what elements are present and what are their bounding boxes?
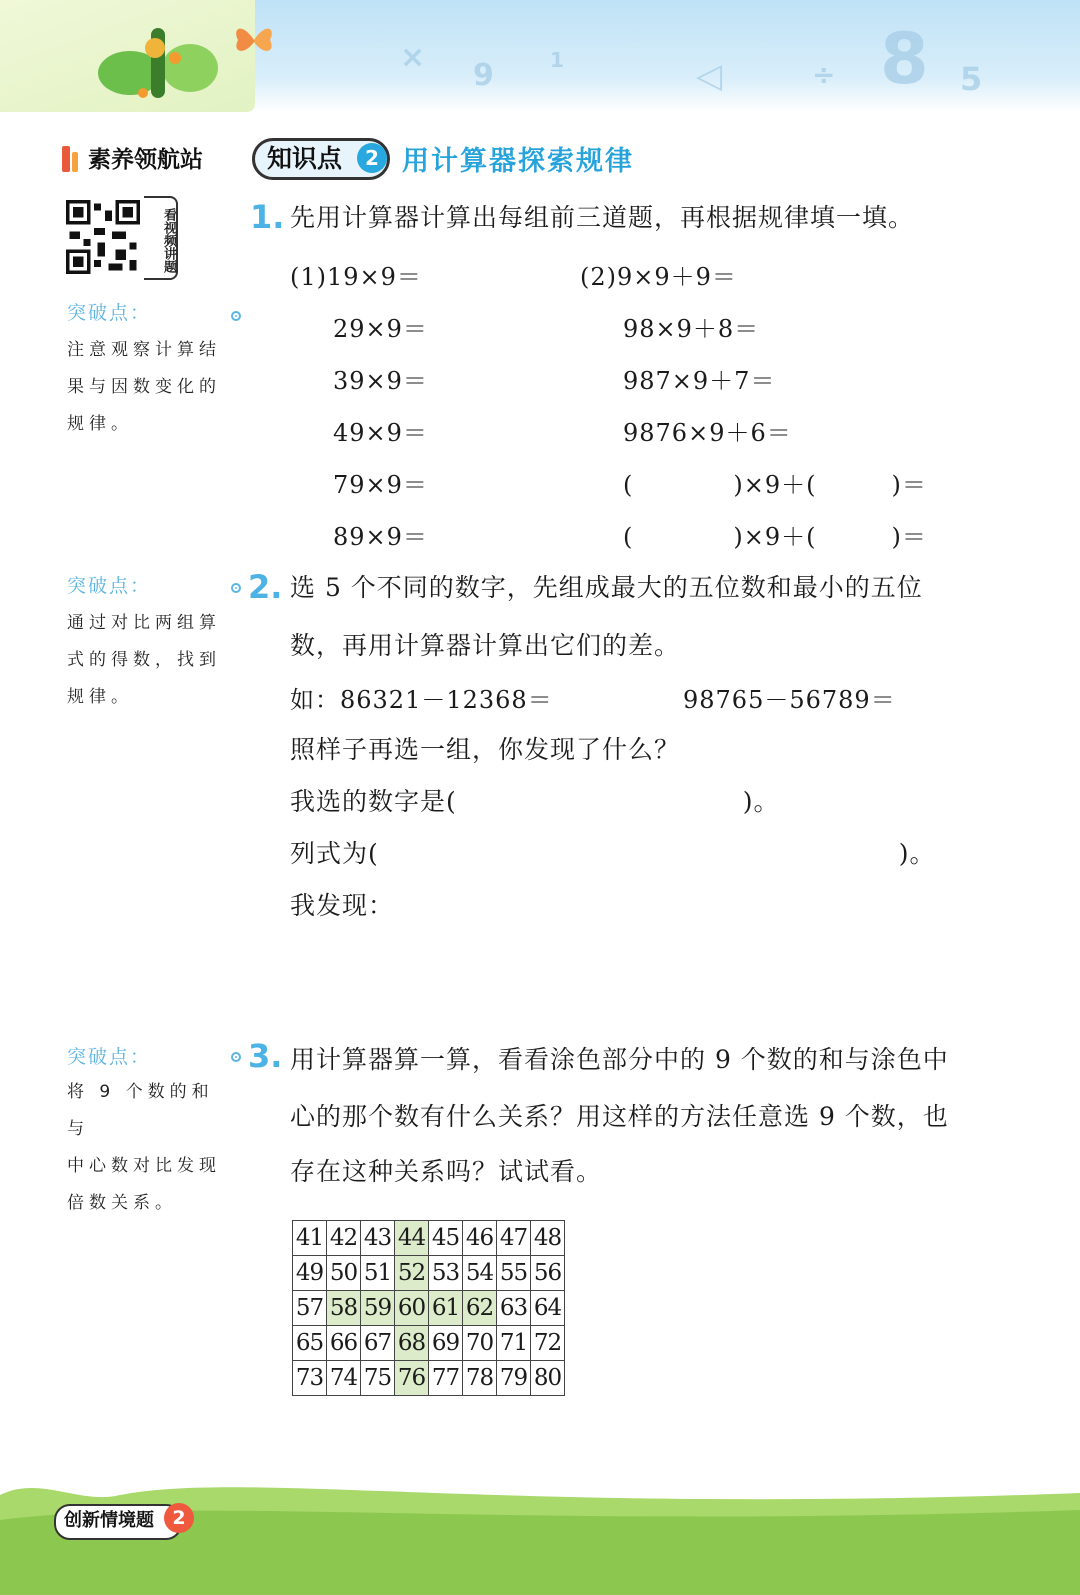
q2-instruction: 照样子再选一组，你发现了什么？	[290, 735, 681, 764]
grid-cell: 71	[497, 1326, 531, 1361]
grid-cell: 50	[327, 1256, 361, 1291]
tip-2-line: 规律。	[67, 687, 133, 707]
tip-1-line: 规律。	[67, 414, 133, 434]
grid-row	[293, 1326, 565, 1361]
question-1-number: 1.	[250, 198, 285, 236]
q1-col1-item: 89×9＝	[333, 523, 428, 551]
tip-1-body	[67, 332, 227, 443]
question-3-prompt-line1: 用计算器算一算，看看涂色部分中的 9 个数的和与涂色中	[290, 1045, 949, 1074]
decor-multiply-icon: ×	[400, 40, 426, 75]
butterfly-icon	[232, 20, 276, 60]
tip-3-line: 将 9 个数的和与	[67, 1082, 214, 1139]
grid-cell-highlighted: 59	[361, 1291, 395, 1326]
q1-col1-item: (1)19×9＝	[290, 263, 422, 291]
question-2-prompt-line2: 数，再用计算器计算出它们的差。	[290, 631, 681, 660]
sidebar-section-tag	[60, 142, 232, 178]
question-2-prompt-line1: 选 5 个不同的数字，先组成最大的五位数和最小的五位	[290, 573, 923, 602]
q2-finding-label[interactable]: 我发现：	[290, 891, 395, 920]
grid-cell: 55	[497, 1256, 531, 1291]
grid-cell: 77	[429, 1361, 463, 1396]
grid-cell-highlighted: 60	[395, 1291, 429, 1326]
q1-col1-item: 39×9＝	[333, 367, 428, 395]
q2-example-2: 98765－56789＝	[683, 686, 896, 714]
question-1-prompt: 先用计算器计算出每组前三道题，再根据规律填一填。	[290, 203, 915, 232]
grid-cell: 43	[361, 1221, 395, 1256]
tip-1-bullet-icon	[231, 311, 241, 321]
decor-digit-5-icon: 5	[960, 60, 983, 98]
grid-cell: 46	[463, 1221, 497, 1256]
knowledge-point-number: 2	[357, 143, 387, 173]
tip-3-body	[67, 1074, 227, 1222]
knowledge-point-title: 用计算器探索规律	[402, 146, 634, 177]
number-grid-table	[292, 1220, 565, 1396]
q1-col2-item: 98×9＋8＝	[623, 315, 760, 343]
q2-expression-blank[interactable]: 列式为( )。	[290, 839, 936, 868]
grid-cell: 47	[497, 1221, 531, 1256]
grid-cell: 56	[531, 1256, 565, 1291]
tip-1-line: 注意观察计算结	[67, 340, 221, 360]
grid-cell: 70	[463, 1326, 497, 1361]
q2-chosen-digits-blank[interactable]: 我选的数字是( )。	[290, 787, 780, 816]
grid-cell: 64	[531, 1291, 565, 1326]
q1-col1-item: 29×9＝	[333, 315, 428, 343]
qr-code-icon[interactable]	[66, 200, 140, 274]
q2-example-1: 如：86321－12368＝	[290, 686, 553, 714]
grid-cell-highlighted: 61	[429, 1291, 463, 1326]
grid-cell: 51	[361, 1256, 395, 1291]
q1-col1-item: 49×9＝	[333, 419, 428, 447]
grid-cell: 67	[361, 1326, 395, 1361]
q1-col2-item: 9876×9＋6＝	[623, 419, 792, 447]
grid-cell: 41	[293, 1221, 327, 1256]
grid-cell: 42	[327, 1221, 361, 1256]
tip-3-title: 突破点：	[67, 1046, 152, 1068]
q1-col1-item: 79×9＝	[333, 471, 428, 499]
decor-divide-icon: ÷	[812, 58, 836, 91]
tip-2-line: 式的得数，找到	[67, 650, 221, 670]
grid-cell: 80	[531, 1361, 565, 1396]
grid-cell: 75	[361, 1361, 395, 1396]
question-3-number: 3.	[248, 1037, 283, 1075]
grid-row	[293, 1361, 565, 1396]
decor-digit-1-icon: 1	[550, 48, 564, 72]
footer-section-tag: 创新情境题	[54, 1504, 182, 1540]
tip-1-title: 突破点：	[67, 302, 152, 324]
grid-cell: 74	[327, 1361, 361, 1396]
tip-3-line: 中心数对比发现	[67, 1156, 221, 1176]
grid-cell-highlighted: 62	[463, 1291, 497, 1326]
grid-cell: 78	[463, 1361, 497, 1396]
grid-cell-highlighted: 68	[395, 1326, 429, 1361]
grid-cell: 45	[429, 1221, 463, 1256]
grid-cell: 49	[293, 1256, 327, 1291]
grid-cell: 63	[497, 1291, 531, 1326]
question-3-prompt-line3: 存在这种关系吗？试试看。	[290, 1157, 603, 1186]
grid-cell: 72	[531, 1326, 565, 1361]
sidebar-tag-label: 素养领航站	[88, 147, 203, 173]
grid-cell: 66	[327, 1326, 361, 1361]
tip-2-title: 突破点：	[67, 575, 152, 597]
grid-cell: 53	[429, 1256, 463, 1291]
tip-2-line: 通过对比两组算	[67, 613, 221, 633]
grid-cell-highlighted: 44	[395, 1221, 429, 1256]
grid-cell-highlighted: 52	[395, 1256, 429, 1291]
tip-3-bullet-icon	[231, 1052, 241, 1062]
grid-cell: 57	[293, 1291, 327, 1326]
grid-cell: 65	[293, 1326, 327, 1361]
grid-cell: 69	[429, 1326, 463, 1361]
page-number-badge: 2	[164, 1503, 194, 1533]
grid-row	[293, 1291, 565, 1326]
grid-cell: 54	[463, 1256, 497, 1291]
decor-triangle-icon: ◁	[696, 56, 723, 96]
flag-icon	[62, 146, 70, 172]
q1-col2-item: 987×9＋7＝	[623, 367, 776, 395]
tip-2-body	[67, 605, 227, 716]
question-3-prompt-line2: 心的那个数有什么关系？用这样的方法任意选 9 个数，也	[290, 1102, 949, 1131]
tip-2-bullet-icon	[231, 583, 241, 593]
q1-col2-item: (2)9×9＋9＝	[580, 263, 737, 291]
decor-digit-8-icon: 8	[880, 18, 929, 100]
grid-cell-highlighted: 58	[327, 1291, 361, 1326]
question-2-number: 2.	[248, 568, 283, 606]
knowledge-point-label: 知识点	[267, 144, 343, 173]
q1-col2-blank[interactable]: ( )×9＋( )＝	[623, 523, 927, 551]
tip-1-line: 果与因数变化的	[67, 377, 221, 397]
decor-digit-9-icon: 9	[473, 58, 494, 93]
grid-cell: 48	[531, 1221, 565, 1256]
grid-cell: 73	[293, 1361, 327, 1396]
q1-col2-blank[interactable]: ( )×9＋( )＝	[623, 471, 927, 499]
qr-video-label: 看视频讲题	[144, 196, 178, 280]
grid-row	[293, 1221, 565, 1256]
grid-cell: 79	[497, 1361, 531, 1396]
plant-illustration-icon	[95, 18, 225, 108]
flag-secondary-icon	[72, 152, 78, 172]
grid-row	[293, 1256, 565, 1291]
tip-3-line: 倍数关系。	[67, 1193, 177, 1213]
grid-cell-highlighted: 76	[395, 1361, 429, 1396]
